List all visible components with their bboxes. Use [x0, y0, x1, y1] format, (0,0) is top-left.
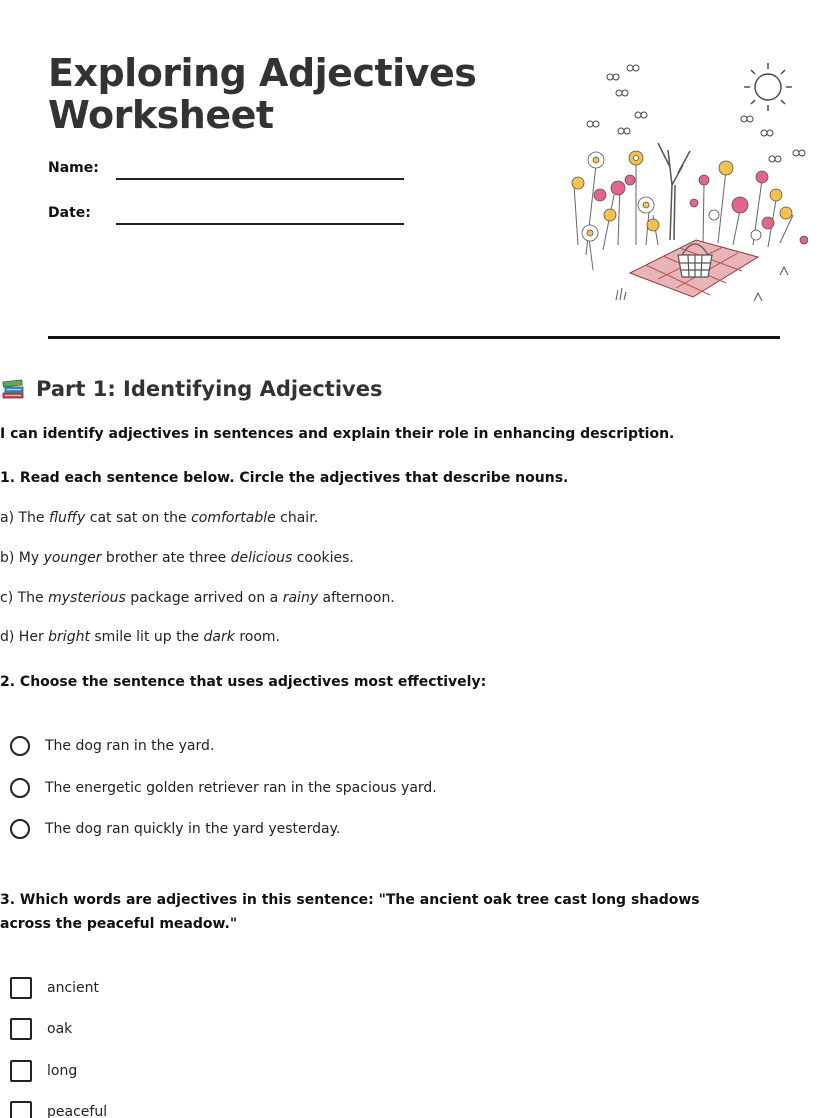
name-field	[48, 160, 404, 176]
title-line-2: Worksheet	[48, 93, 274, 137]
date-line[interactable]	[116, 205, 404, 225]
sentence-text: package arrived on a	[125, 590, 283, 606]
question-3-prompt: 3. Which words are adjectives in this sentence: "The ancient oak tree cast long shadows across the peaceful meadow."	[0, 892, 700, 932]
checkbox[interactable]	[10, 977, 32, 999]
q2-option-3[interactable]	[10, 819, 340, 839]
adjective-word[interactable]: bright	[48, 629, 90, 645]
q3-option-long[interactable]	[10, 1060, 77, 1082]
part1-title-text: Part 1: Identifying Adjectives	[36, 377, 383, 401]
sentence-text: b) My	[0, 550, 44, 566]
sentence-text: d) Her	[0, 629, 49, 645]
butterfly-icons	[587, 65, 805, 162]
checkbox[interactable]	[10, 1060, 32, 1082]
adjective-word[interactable]: younger	[43, 550, 102, 566]
question-1-prompt: 1. Read each sentence below. Circle the adjectives that describe nouns.	[0, 470, 569, 486]
books-icon	[0, 376, 26, 402]
date-label: Date:	[48, 205, 91, 221]
option-label: The dog ran quickly in the yard yesterday.	[45, 821, 341, 837]
date-field	[48, 205, 404, 221]
sentence-text: afternoon.	[318, 590, 395, 606]
adjective-word[interactable]: fluffy	[48, 510, 86, 526]
learning-objective: I can identify adjectives in sentences and explain their role in enhancing description.	[0, 426, 675, 442]
q2-option-1[interactable]	[10, 736, 214, 756]
sentence-text: chair.	[275, 510, 319, 526]
header-divider	[48, 336, 780, 339]
adjective-word[interactable]: comfortable	[191, 510, 276, 526]
tree-icon	[658, 143, 690, 240]
radio-button[interactable]	[10, 778, 30, 798]
worksheet-header	[48, 0, 780, 338]
sentence-text: a) The	[0, 510, 49, 526]
option-label: The dog ran in the yard.	[45, 738, 215, 754]
q3-option-peaceful[interactable]	[10, 1101, 107, 1118]
sentence-a	[0, 507, 828, 529]
adjective-word[interactable]: mysterious	[48, 590, 126, 606]
option-label: ancient	[47, 980, 100, 996]
sentence-text: cat sat on the	[85, 510, 192, 526]
sentence-d	[0, 626, 828, 648]
q2-option-2[interactable]	[10, 778, 437, 798]
sentence-text: brother ate three	[101, 550, 231, 566]
checkbox[interactable]	[10, 1101, 32, 1118]
sentence-c	[0, 587, 828, 609]
q3-option-ancient[interactable]	[10, 977, 99, 999]
option-label: The energetic golden retriever ran in the spacious yard.	[45, 780, 437, 796]
option-label: peaceful	[47, 1104, 108, 1118]
name-label: Name:	[48, 160, 99, 176]
name-line[interactable]	[116, 160, 404, 180]
radio-button[interactable]	[10, 819, 30, 839]
option-label: oak	[47, 1021, 73, 1037]
adjective-word[interactable]: rainy	[282, 590, 319, 606]
worksheet-title	[48, 52, 478, 136]
adjective-word[interactable]: delicious	[230, 550, 293, 566]
sentence-text: c) The	[0, 590, 49, 606]
sentence-text: cookies.	[292, 550, 354, 566]
adjective-word[interactable]: dark	[203, 629, 235, 645]
sentence-b	[0, 547, 828, 569]
option-label: long	[47, 1063, 78, 1079]
title-line-1: Exploring Adjectives	[48, 51, 477, 95]
sun-icon	[744, 63, 792, 111]
radio-button[interactable]	[10, 736, 30, 756]
checkbox[interactable]	[10, 1018, 32, 1040]
garden-picnic-illustration	[518, 55, 808, 310]
q3-option-oak[interactable]	[10, 1018, 72, 1040]
part1-title	[0, 375, 382, 403]
question-2-prompt: 2. Choose the sentence that uses adjectives most effectively:	[0, 674, 487, 690]
sentence-text: room.	[234, 629, 280, 645]
sentence-text: smile lit up the	[89, 629, 204, 645]
